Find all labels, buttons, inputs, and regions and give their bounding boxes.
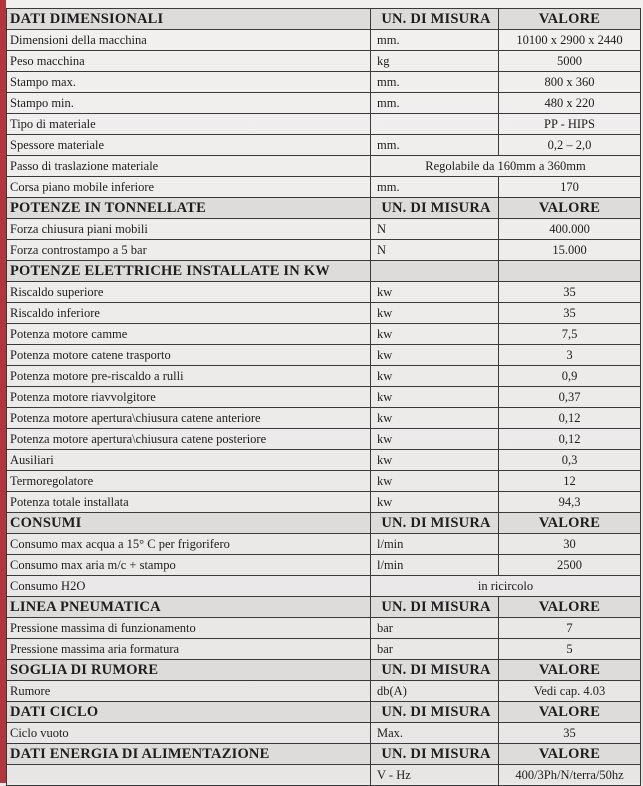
section-title: DATI DIMENSIONALI	[7, 9, 371, 30]
section-header-row	[7, 702, 641, 723]
merged-value-cell: in ricircolo	[371, 576, 641, 597]
value-cell: 12	[499, 471, 641, 492]
spec-row	[7, 534, 641, 555]
unit-cell: kw	[371, 408, 499, 429]
parameter-cell: Riscaldo superiore	[7, 282, 371, 303]
unit-cell: l/min	[371, 534, 499, 555]
parameter-cell: Pressione massima di funzionamento	[7, 618, 371, 639]
value-cell: 0,12	[499, 408, 641, 429]
parameter-cell: Consumo H2O	[7, 576, 371, 597]
value-cell: 35	[499, 723, 641, 744]
section-title: DATI CICLO	[7, 702, 371, 723]
unit-cell: kg	[371, 51, 499, 72]
value-cell: 5	[499, 639, 641, 660]
value-cell: 5000	[499, 51, 641, 72]
spec-row	[7, 765, 641, 786]
spec-row	[7, 240, 641, 261]
unit-column-header: UN. DI MISURA	[371, 513, 499, 534]
unit-cell: mm.	[371, 72, 499, 93]
parameter-cell: Pressione massima aria formatura	[7, 639, 371, 660]
section-header-row	[7, 660, 641, 681]
value-column-header: VALORE	[499, 9, 641, 30]
spec-row	[7, 576, 641, 597]
spec-row	[7, 135, 641, 156]
section-title: LINEA PNEUMATICA	[7, 597, 371, 618]
unit-column-header	[371, 261, 499, 282]
spec-row	[7, 471, 641, 492]
section-header-row	[7, 9, 641, 30]
spec-row	[7, 282, 641, 303]
section-title: POTENZE IN TONNELLATE	[7, 198, 371, 219]
spec-row	[7, 723, 641, 744]
value-cell: 0,2 – 2,0	[499, 135, 641, 156]
parameter-cell: Tipo di materiale	[7, 114, 371, 135]
value-cell: 7,5	[499, 324, 641, 345]
value-cell: 0,12	[499, 429, 641, 450]
parameter-cell: Stampo min.	[7, 93, 371, 114]
parameter-cell: Potenza motore pre-riscaldo a rulli	[7, 366, 371, 387]
spec-row	[7, 366, 641, 387]
unit-cell: bar	[371, 618, 499, 639]
parameter-cell: Rumore	[7, 681, 371, 702]
spec-row	[7, 450, 641, 471]
parameter-cell: Consumo max aria m/c + stampo	[7, 555, 371, 576]
spec-row	[7, 30, 641, 51]
unit-cell	[371, 114, 499, 135]
spec-row	[7, 93, 641, 114]
value-column-header: VALORE	[499, 597, 641, 618]
parameter-cell: Consumo max acqua a 15° C per frigorifero	[7, 534, 371, 555]
spec-row	[7, 492, 641, 513]
parameter-cell: Corsa piano mobile inferiore	[7, 177, 371, 198]
section-header-row	[7, 597, 641, 618]
parameter-cell: Dimensioni della macchina	[7, 30, 371, 51]
value-column-header: VALORE	[499, 702, 641, 723]
value-cell: 480 x 220	[499, 93, 641, 114]
unit-cell: mm.	[371, 30, 499, 51]
spec-row	[7, 639, 641, 660]
spec-row	[7, 51, 641, 72]
unit-cell: V - Hz	[371, 765, 499, 786]
specifications-table	[6, 8, 641, 786]
section-header-row	[7, 513, 641, 534]
parameter-cell: Spessore materiale	[7, 135, 371, 156]
section-title: POTENZE ELETTRICHE INSTALLATE IN KW	[7, 261, 371, 282]
unit-cell: kw	[371, 471, 499, 492]
value-cell: 3	[499, 345, 641, 366]
parameter-cell: Ciclo vuoto	[7, 723, 371, 744]
unit-cell: kw	[371, 366, 499, 387]
unit-column-header: UN. DI MISURA	[371, 702, 499, 723]
parameter-cell	[7, 765, 371, 786]
spec-row	[7, 618, 641, 639]
parameter-cell: Termoregolatore	[7, 471, 371, 492]
value-cell: 0,9	[499, 366, 641, 387]
spec-row	[7, 177, 641, 198]
unit-cell: mm.	[371, 135, 499, 156]
section-header-row	[7, 261, 641, 282]
section-title: DATI ENERGIA DI ALIMENTAZIONE	[7, 744, 371, 765]
spec-row	[7, 114, 641, 135]
unit-cell: l/min	[371, 555, 499, 576]
parameter-cell: Potenza motore catene trasporto	[7, 345, 371, 366]
spec-row	[7, 303, 641, 324]
value-cell: 0,3	[499, 450, 641, 471]
value-cell: 170	[499, 177, 641, 198]
spec-row	[7, 429, 641, 450]
parameter-cell: Riscaldo inferiore	[7, 303, 371, 324]
value-cell: 800 x 360	[499, 72, 641, 93]
parameter-cell: Potenza motore apertura\chiusura catene anteriore	[7, 408, 371, 429]
parameter-cell: Stampo max.	[7, 72, 371, 93]
value-cell: 0,37	[499, 387, 641, 408]
parameter-cell: Potenza motore riavvolgitore	[7, 387, 371, 408]
section-title: CONSUMI	[7, 513, 371, 534]
unit-column-header: UN. DI MISURA	[371, 198, 499, 219]
spec-row	[7, 345, 641, 366]
spec-row	[7, 387, 641, 408]
merged-value-cell: Regolabile da 160mm a 360mm	[371, 156, 641, 177]
unit-cell: kw	[371, 429, 499, 450]
spec-row	[7, 324, 641, 345]
value-cell: 7	[499, 618, 641, 639]
parameter-cell: Forza controstampo a 5 bar	[7, 240, 371, 261]
spec-row	[7, 408, 641, 429]
spec-row	[7, 72, 641, 93]
value-cell: 35	[499, 282, 641, 303]
value-column-header: VALORE	[499, 744, 641, 765]
value-cell: 15.000	[499, 240, 641, 261]
value-cell: 10100 x 2900 x 2440	[499, 30, 641, 51]
unit-cell: kw	[371, 345, 499, 366]
unit-cell: N	[371, 219, 499, 240]
value-cell: Vedi cap. 4.03	[499, 681, 641, 702]
parameter-cell: Potenza motore camme	[7, 324, 371, 345]
unit-column-header: UN. DI MISURA	[371, 660, 499, 681]
spec-row	[7, 156, 641, 177]
parameter-cell: Potenza totale installata	[7, 492, 371, 513]
value-cell: 400/3Ph/N/terra/50hz	[499, 765, 641, 786]
spec-row	[7, 555, 641, 576]
section-title: SOGLIA DI RUMORE	[7, 660, 371, 681]
unit-cell: kw	[371, 303, 499, 324]
parameter-cell: Peso macchina	[7, 51, 371, 72]
unit-cell: N	[371, 240, 499, 261]
unit-column-header: UN. DI MISURA	[371, 9, 499, 30]
unit-cell: kw	[371, 324, 499, 345]
section-header-row	[7, 744, 641, 765]
parameter-cell: Potenza motore apertura\chiusura catene posteriore	[7, 429, 371, 450]
parameter-cell: Ausiliari	[7, 450, 371, 471]
value-cell: 35	[499, 303, 641, 324]
unit-cell: db(A)	[371, 681, 499, 702]
unit-cell: kw	[371, 492, 499, 513]
spec-row	[7, 219, 641, 240]
unit-cell: mm.	[371, 93, 499, 114]
value-cell: PP - HIPS	[499, 114, 641, 135]
value-cell: 2500	[499, 555, 641, 576]
section-header-row	[7, 198, 641, 219]
unit-cell: Max.	[371, 723, 499, 744]
unit-cell: kw	[371, 387, 499, 408]
value-column-header: VALORE	[499, 660, 641, 681]
value-column-header: VALORE	[499, 513, 641, 534]
unit-column-header: UN. DI MISURA	[371, 744, 499, 765]
unit-cell: bar	[371, 639, 499, 660]
value-column-header: VALORE	[499, 198, 641, 219]
parameter-cell: Passo di traslazione materiale	[7, 156, 371, 177]
value-column-header	[499, 261, 641, 282]
unit-cell: kw	[371, 282, 499, 303]
parameter-cell: Forza chiusura piani mobili	[7, 219, 371, 240]
spec-row	[7, 681, 641, 702]
unit-column-header: UN. DI MISURA	[371, 597, 499, 618]
value-cell: 94,3	[499, 492, 641, 513]
value-cell: 30	[499, 534, 641, 555]
unit-cell: kw	[371, 450, 499, 471]
unit-cell: mm.	[371, 177, 499, 198]
value-cell: 400.000	[499, 219, 641, 240]
